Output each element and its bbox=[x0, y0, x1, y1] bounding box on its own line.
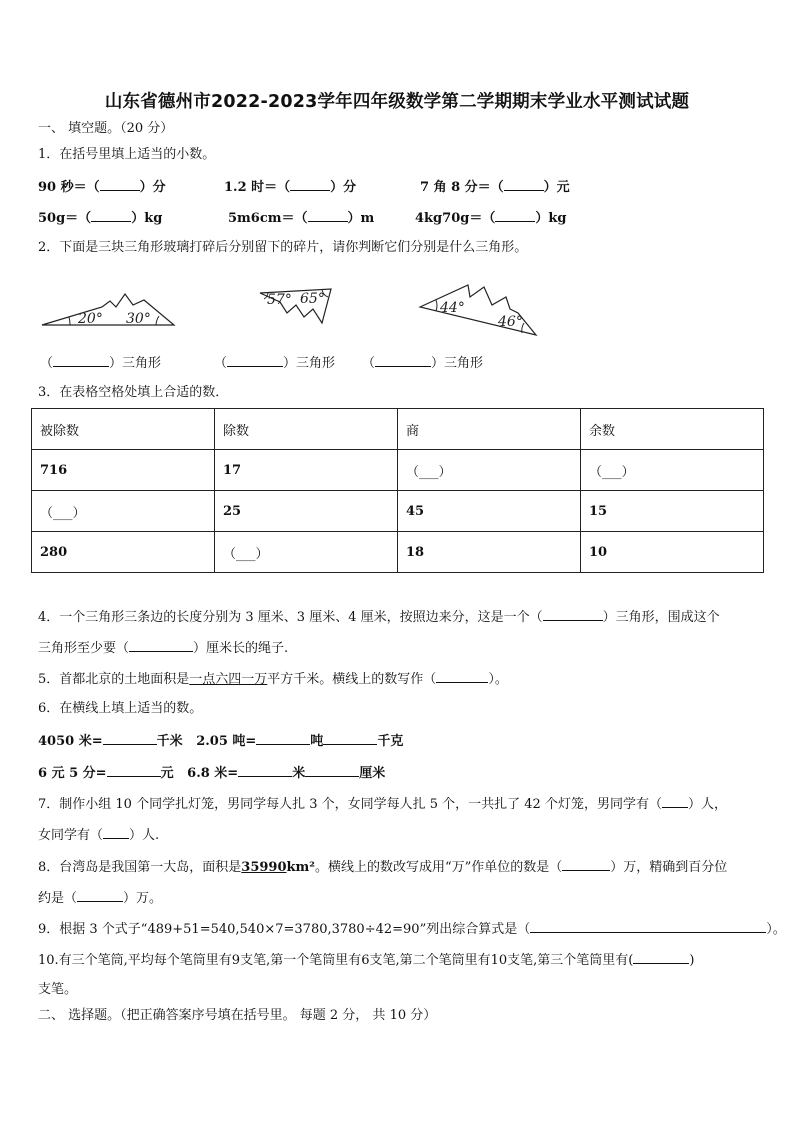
table-header-cell: 商 bbox=[398, 409, 581, 450]
answer-blank[interactable] bbox=[504, 178, 544, 191]
answer-blank[interactable] bbox=[91, 209, 131, 222]
question-6-stem: 6．在横线上填上适当的数。 bbox=[38, 701, 203, 716]
section-2-heading: 二、 选择题。（把正确答案序号填在括号里。 每题 2 分， 共 10 分） bbox=[38, 1008, 437, 1023]
question-7-line-1: 7．制作小组 10 个同学扎灯笼，男同学每人扎 3 个，女同学每人扎 5 个，一共扎了 42 个灯笼，男同学有（ ）人， bbox=[38, 797, 727, 812]
answer-blank[interactable] bbox=[633, 951, 689, 964]
answer-blank[interactable] bbox=[308, 209, 348, 222]
answer-blank[interactable] bbox=[662, 795, 688, 808]
triangle-fragment-2 bbox=[258, 285, 333, 330]
table-blank-cell[interactable]: （___） bbox=[32, 491, 215, 532]
table-blank-cell[interactable]: （___） bbox=[581, 450, 764, 491]
answer-blank[interactable] bbox=[375, 354, 431, 367]
angle-label: 44° bbox=[440, 300, 465, 316]
question-10-line-2: 支笔。 bbox=[38, 982, 78, 997]
question-8-line-1: 8．台湾岛是我国第一大岛，面积是35990km²。横线上的数改写成用“万”作单位的数是（ ）万，精确到百分位 bbox=[38, 860, 728, 875]
triangle-fragment-1 bbox=[40, 292, 175, 332]
answer-blank[interactable] bbox=[562, 858, 610, 871]
answer-blank[interactable] bbox=[238, 764, 292, 777]
page-title: 山东省德州市2022-2023学年四年级数学第二学期期末学业水平测试试题 bbox=[104, 92, 690, 112]
answer-blank[interactable] bbox=[100, 178, 140, 191]
question-5: 5．首都北京的土地面积是一点六四一万平方千米。横线上的数写作（ ）。 bbox=[38, 672, 508, 687]
q1-item-3: 7 角 8 分＝（ ）元 bbox=[420, 180, 570, 195]
table-blank-cell[interactable]: （___） bbox=[398, 450, 581, 491]
q2-answer-1: （ ）三角形 bbox=[40, 356, 162, 371]
question-7-line-2: 女同学有（ ）人. bbox=[38, 828, 160, 843]
question-6-row-1: 4050 米= 千米 2.05 吨= 吨 千克 bbox=[38, 734, 404, 749]
question-4-line-1: 4．一个三角形三条边的长度分别为 3 厘米、3 厘米、4 厘米，按照边来分，这是一个（ ）三角形，围成这个 bbox=[38, 610, 720, 625]
angle-label: 46° bbox=[498, 314, 523, 330]
table-header-cell: 除数 bbox=[215, 409, 398, 450]
table-row bbox=[32, 532, 764, 573]
angle-label: 57° bbox=[267, 292, 292, 308]
table-cell: 45 bbox=[398, 491, 581, 532]
angle-label: 65° bbox=[300, 291, 325, 307]
question-2-stem: 2．下面是三块三角形玻璃打碎后分别留下的碎片，请你判断它们分别是什么三角形。 bbox=[38, 240, 528, 255]
question-3-stem: 3．在表格空格处填上合适的数． bbox=[38, 385, 229, 400]
question-1-stem: 1．在括号里填上适当的小数。 bbox=[38, 147, 216, 162]
triangle-fragment-3 bbox=[418, 283, 538, 338]
table-row bbox=[32, 450, 764, 491]
q1-item-2: 1.2 时＝（ ）分 bbox=[224, 180, 357, 195]
angle-label: 20° bbox=[78, 311, 103, 327]
answer-blank[interactable] bbox=[129, 639, 193, 652]
table-row bbox=[32, 491, 764, 532]
table-header-cell: 被除数 bbox=[32, 409, 215, 450]
table-cell: 10 bbox=[581, 532, 764, 573]
table-cell: 716 bbox=[32, 450, 215, 491]
question-8-line-2: 约是（ ）万。 bbox=[38, 891, 163, 906]
answer-blank[interactable] bbox=[543, 608, 603, 621]
answer-blank[interactable] bbox=[495, 209, 535, 222]
q2-answer-2: （ ）三角形 bbox=[214, 356, 336, 371]
table-blank-cell[interactable]: （___） bbox=[215, 532, 398, 573]
question-4-line-2: 三角形至少要（ ）厘米长的绳子. bbox=[38, 641, 289, 656]
table-header-cell: 余数 bbox=[581, 409, 764, 450]
answer-blank[interactable] bbox=[290, 178, 330, 191]
table-cell: 280 bbox=[32, 532, 215, 573]
answer-blank[interactable] bbox=[107, 764, 161, 777]
table-cell: 15 bbox=[581, 491, 764, 532]
table-cell: 17 bbox=[215, 450, 398, 491]
answer-blank[interactable] bbox=[530, 920, 766, 933]
answer-blank[interactable] bbox=[77, 889, 123, 902]
answer-blank[interactable] bbox=[53, 354, 109, 367]
table-cell: 18 bbox=[398, 532, 581, 573]
section-1-heading: 一、 填空题。（20 分） bbox=[38, 121, 174, 136]
q2-answer-3: （ ）三角形 bbox=[362, 356, 484, 371]
answer-blank[interactable] bbox=[103, 732, 157, 745]
q1-item-1: 90 秒＝（ ）分 bbox=[38, 180, 166, 195]
q1-item-5: 5m6cm＝（ ）m bbox=[228, 211, 375, 226]
angle-label: 30° bbox=[126, 311, 151, 327]
answer-blank[interactable] bbox=[323, 732, 377, 745]
question-6-row-2: 6 元 5 分= 元 6.8 米= 米 厘米 bbox=[38, 766, 386, 781]
answer-blank[interactable] bbox=[305, 764, 359, 777]
q1-item-4: 50g＝（ ）kg bbox=[38, 211, 163, 226]
question-10-line-1: 10.有三个笔筒,平均每个笔筒里有9支笔,第一个笔筒里有6支笔,第二个笔筒里有10支笔,第三个笔筒里有( ) bbox=[38, 953, 695, 968]
q1-item-6: 4kg70g＝（ ）kg bbox=[415, 211, 567, 226]
table-header-row bbox=[32, 409, 764, 450]
division-table bbox=[31, 408, 764, 573]
answer-blank[interactable] bbox=[436, 670, 488, 683]
answer-blank[interactable] bbox=[256, 732, 310, 745]
table-cell: 25 bbox=[215, 491, 398, 532]
answer-blank[interactable] bbox=[227, 354, 283, 367]
question-9: 9．根据 3 个式子“489+51=540,540×7=3780,3780÷42=90”列出综合算式是（ ）。 bbox=[38, 922, 786, 937]
answer-blank[interactable] bbox=[103, 826, 129, 839]
